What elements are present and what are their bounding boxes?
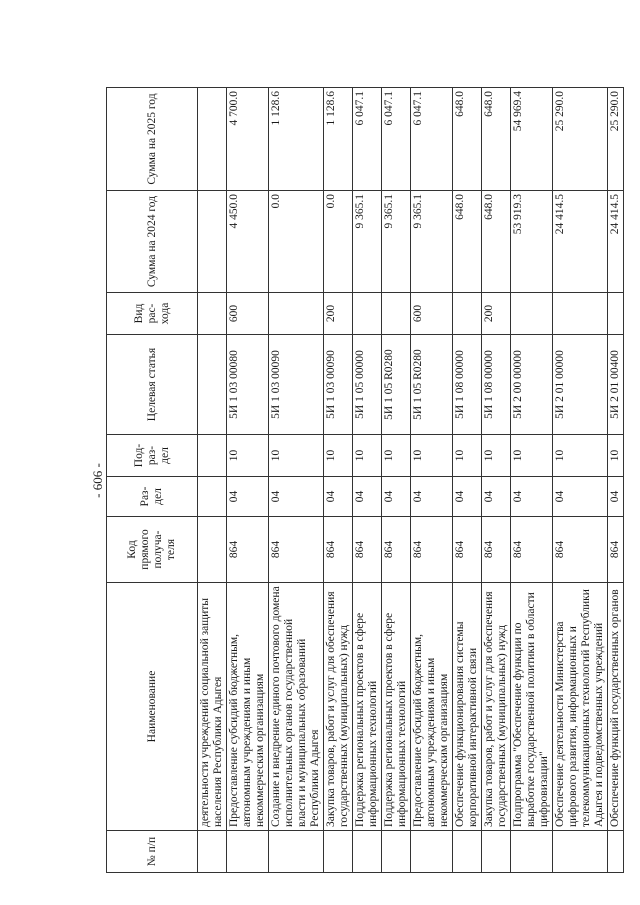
cell-name: Подпрограмма "Обеспечение функции по выработке государственной политики в области цифровизации" (511, 583, 553, 831)
cell-num (482, 831, 511, 873)
cell-sum-2024: 9 365.1 (353, 191, 382, 293)
cell-statya: 5И 1 03 00080 (227, 335, 269, 435)
cell-podrazdel: 10 (382, 435, 411, 477)
table-body (198, 88, 624, 873)
cell-name: Обеспечение деятельности Министерства цифрового развития, информационных и телекоммуникационных технологий Республики Адыгея и подведомственных учреждений (553, 583, 608, 831)
header-name: Наименование (107, 583, 198, 831)
cell-name: Закупка товаров, работ и услуг для обеспечения государственных (муниципальных) нужд (482, 583, 511, 831)
cell-num (269, 831, 324, 873)
cell-code: 864 (553, 517, 608, 583)
header-sum-2024: Сумма на 2024 год (107, 191, 198, 293)
cell-code: 864 (511, 517, 553, 583)
cell-statya: 5И 1 05 00000 (353, 335, 382, 435)
cell-vid (553, 293, 608, 335)
cell-sum-2025 (198, 88, 227, 191)
table-header-row (107, 88, 198, 873)
cell-razdel: 04 (269, 477, 324, 517)
cell-vid: 200 (324, 293, 353, 335)
cell-sum-2024 (198, 191, 227, 293)
table-row (411, 88, 453, 873)
cell-podrazdel: 10 (353, 435, 382, 477)
cell-razdel (198, 477, 227, 517)
cell-sum-2024: 648.0 (453, 191, 482, 293)
header-podrazdel: Под-раз-дел (107, 435, 198, 477)
header-statya: Целевая статья (107, 335, 198, 435)
cell-sum-2025: 6 047.1 (382, 88, 411, 191)
table-row (227, 88, 269, 873)
cell-statya: 5И 1 05 R0280 (411, 335, 453, 435)
cell-vid (198, 293, 227, 335)
cell-statya: 5И 1 05 R0280 (382, 335, 411, 435)
cell-name: Предоставление субсидий бюджетным, автономным учреждениям и иным некоммерческим организациям (227, 583, 269, 831)
table-row (511, 88, 553, 873)
cell-sum-2025: 4 700.0 (227, 88, 269, 191)
page-number: - 606 - (90, 463, 105, 498)
cell-num (511, 831, 553, 873)
cell-podrazdel: 10 (482, 435, 511, 477)
cell-code: 864 (608, 517, 624, 583)
cell-vid (608, 293, 624, 335)
cell-sum-2024: 53 919.3 (511, 191, 553, 293)
cell-vid (353, 293, 382, 335)
cell-razdel: 04 (511, 477, 553, 517)
cell-sum-2024: 648.0 (482, 191, 511, 293)
cell-statya: 5И 1 03 00090 (269, 335, 324, 435)
cell-sum-2025: 54 969.4 (511, 88, 553, 191)
cell-name: Закупка товаров, работ и услуг для обеспечения государственных (муниципальных) нужд (324, 583, 353, 831)
cell-statya (198, 335, 227, 435)
table-row (269, 88, 324, 873)
cell-sum-2024: 24 414.5 (608, 191, 624, 293)
cell-vid: 600 (411, 293, 453, 335)
cell-code: 864 (453, 517, 482, 583)
cell-code: 864 (353, 517, 382, 583)
cell-vid (382, 293, 411, 335)
cell-code: 864 (269, 517, 324, 583)
cell-sum-2025: 25 290.0 (608, 88, 624, 191)
cell-razdel: 04 (453, 477, 482, 517)
table-row (482, 88, 511, 873)
cell-podrazdel: 10 (269, 435, 324, 477)
cell-code: 864 (482, 517, 511, 583)
cell-statya: 5И 1 08 00000 (482, 335, 511, 435)
cell-podrazdel: 10 (608, 435, 624, 477)
cell-razdel: 04 (553, 477, 608, 517)
cell-podrazdel: 10 (411, 435, 453, 477)
cell-sum-2025: 6 047.1 (353, 88, 382, 191)
cell-name: Поддержка региональных проектов в сфере информационных технологий (382, 583, 411, 831)
cell-name: Поддержка региональных проектов в сфере информационных технологий (353, 583, 382, 831)
budget-table (106, 87, 624, 873)
cell-sum-2024: 24 414.5 (553, 191, 608, 293)
cell-code (198, 517, 227, 583)
cell-vid (269, 293, 324, 335)
cell-code: 864 (227, 517, 269, 583)
cell-code: 864 (324, 517, 353, 583)
cell-statya: 5И 1 08 00000 (453, 335, 482, 435)
cell-sum-2024: 0.0 (269, 191, 324, 293)
cell-sum-2025: 648.0 (453, 88, 482, 191)
table-row (198, 88, 227, 873)
cell-sum-2024: 0.0 (324, 191, 353, 293)
cell-name: Создание и внедрение единого почтового домена исполнительных органов государственной власти и муниципальных образований Республики Адыгея (269, 583, 324, 831)
cell-razdel: 04 (353, 477, 382, 517)
cell-vid (511, 293, 553, 335)
header-code: Код прямого получа-теля (107, 517, 198, 583)
cell-podrazdel: 10 (324, 435, 353, 477)
cell-podrazdel (198, 435, 227, 477)
cell-num (353, 831, 382, 873)
cell-name: Предоставление субсидий бюджетным, автономным учреждениям и иным некоммерческим организациям (411, 583, 453, 831)
cell-sum-2024: 9 365.1 (382, 191, 411, 293)
cell-sum-2025: 25 290.0 (553, 88, 608, 191)
cell-num (453, 831, 482, 873)
cell-podrazdel: 10 (227, 435, 269, 477)
cell-code: 864 (382, 517, 411, 583)
cell-razdel: 04 (324, 477, 353, 517)
header-vid: Вид рас-хода (107, 293, 198, 335)
header-sum-2025: Сумма на 2025 год (107, 88, 198, 191)
table-row (608, 88, 624, 873)
table-row (324, 88, 353, 873)
table-row (353, 88, 382, 873)
cell-sum-2024: 4 450.0 (227, 191, 269, 293)
cell-vid: 200 (482, 293, 511, 335)
cell-sum-2025: 1 128.6 (324, 88, 353, 191)
cell-podrazdel: 10 (511, 435, 553, 477)
cell-name: Обеспечение функций государственных органов (608, 583, 624, 831)
cell-num (608, 831, 624, 873)
cell-statya: 5И 1 03 00090 (324, 335, 353, 435)
cell-razdel: 04 (608, 477, 624, 517)
cell-sum-2025: 6 047.1 (411, 88, 453, 191)
header-num: № п/п (107, 831, 198, 873)
cell-code: 864 (411, 517, 453, 583)
cell-sum-2025: 648.0 (482, 88, 511, 191)
header-razdel: Раз-дел (107, 477, 198, 517)
cell-num (382, 831, 411, 873)
table-row (382, 88, 411, 873)
cell-vid (453, 293, 482, 335)
table-row (553, 88, 608, 873)
cell-razdel: 04 (482, 477, 511, 517)
cell-statya: 5И 2 00 00000 (511, 335, 553, 435)
cell-podrazdel: 10 (453, 435, 482, 477)
cell-razdel: 04 (382, 477, 411, 517)
cell-name: деятельности учреждений социальной защиты населения Республики Адыгея (198, 583, 227, 831)
cell-sum-2024: 9 365.1 (411, 191, 453, 293)
cell-num (411, 831, 453, 873)
cell-podrazdel: 10 (553, 435, 608, 477)
cell-vid: 600 (227, 293, 269, 335)
rotated-content (90, 88, 621, 873)
cell-statya: 5И 2 01 00400 (608, 335, 624, 435)
cell-num (198, 831, 227, 873)
cell-num (553, 831, 608, 873)
table-row (453, 88, 482, 873)
cell-statya: 5И 2 01 00000 (553, 335, 608, 435)
cell-name: Обеспечение функционирования системы корпоративной интерактивной связи (453, 583, 482, 831)
cell-razdel: 04 (411, 477, 453, 517)
cell-razdel: 04 (227, 477, 269, 517)
cell-num (324, 831, 353, 873)
cell-num (227, 831, 269, 873)
cell-sum-2025: 1 128.6 (269, 88, 324, 191)
